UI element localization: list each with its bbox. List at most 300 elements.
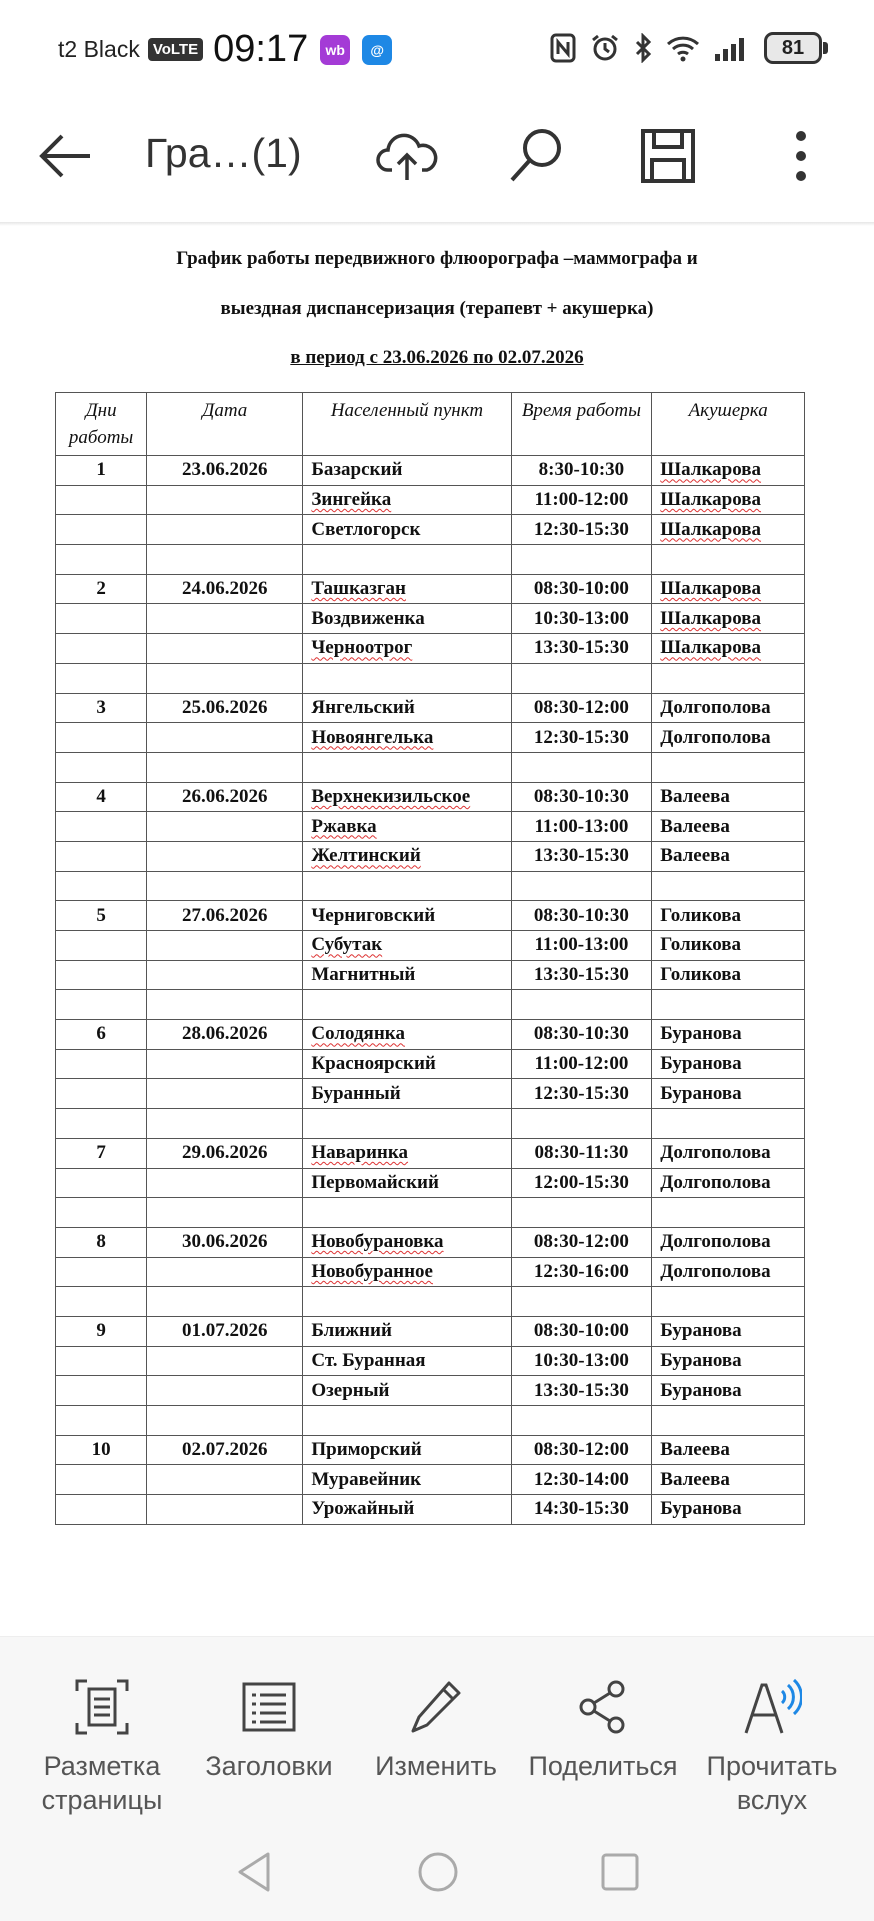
cell-place bbox=[303, 515, 511, 545]
midwife-text: Шалкарова bbox=[660, 459, 762, 481]
mail-icon: @ bbox=[362, 35, 392, 65]
cell-time bbox=[511, 723, 652, 753]
place-text: Новобуранное bbox=[311, 1260, 433, 1282]
cell-time bbox=[511, 1495, 652, 1525]
cell-date bbox=[147, 485, 303, 515]
cell-date bbox=[147, 901, 303, 931]
cell-place bbox=[303, 871, 511, 901]
schedule-period-wrap bbox=[0, 347, 874, 369]
cell-day bbox=[56, 990, 147, 1020]
table-row bbox=[56, 1109, 805, 1139]
place-text: Буранный bbox=[311, 1082, 401, 1104]
cell-date bbox=[147, 1495, 303, 1525]
cell-date bbox=[147, 752, 303, 782]
read-aloud-icon bbox=[742, 1677, 802, 1737]
cell-day bbox=[56, 1049, 147, 1079]
cell-date bbox=[147, 841, 303, 871]
cell-midwife bbox=[652, 545, 805, 575]
midwife-text: Голикова bbox=[660, 904, 742, 926]
cell-day bbox=[56, 1168, 147, 1198]
save-icon[interactable] bbox=[640, 126, 696, 186]
place-text: Субутак bbox=[311, 934, 383, 956]
midwife-text: Валеева bbox=[660, 1439, 730, 1461]
place-text: Янгельский bbox=[311, 696, 415, 718]
time-text: 12:30-14:00 bbox=[533, 1468, 629, 1490]
time-text: 08:30-10:30 bbox=[533, 1023, 629, 1045]
cell-time bbox=[511, 1406, 652, 1436]
cell-day bbox=[56, 634, 147, 664]
more-options-icon[interactable] bbox=[786, 126, 816, 186]
cell-midwife bbox=[652, 1109, 805, 1139]
table-row bbox=[56, 960, 805, 990]
cell-date bbox=[147, 960, 303, 990]
header-time: Время работы bbox=[511, 393, 652, 456]
cell-date bbox=[147, 812, 303, 842]
table-row bbox=[56, 604, 805, 634]
place-text: Новоянгелька bbox=[311, 726, 434, 748]
time-text: 12:30-15:30 bbox=[533, 1082, 629, 1104]
place-text: Ташказган bbox=[311, 578, 406, 600]
cell-time bbox=[511, 1168, 652, 1198]
day-text: 3 bbox=[96, 696, 106, 718]
cell-date bbox=[147, 931, 303, 961]
cell-date bbox=[147, 1079, 303, 1109]
wildberries-icon: wb bbox=[320, 35, 350, 65]
time-text: 08:30-10:00 bbox=[533, 578, 629, 600]
document-title[interactable]: Гра…(1) bbox=[145, 130, 302, 176]
cell-day bbox=[56, 782, 147, 812]
day-text: 6 bbox=[96, 1023, 106, 1045]
cloud-upload-icon[interactable] bbox=[376, 126, 438, 186]
date-text: 26.06.2026 bbox=[182, 785, 268, 807]
cell-time bbox=[511, 456, 652, 486]
date-text: 02.07.2026 bbox=[182, 1439, 268, 1461]
cell-date bbox=[147, 1406, 303, 1436]
date-text: 25.06.2026 bbox=[182, 696, 268, 718]
nav-home-icon[interactable] bbox=[416, 1850, 460, 1894]
cell-time bbox=[511, 485, 652, 515]
cell-place bbox=[303, 1346, 511, 1376]
cell-date bbox=[147, 574, 303, 604]
cell-day bbox=[56, 663, 147, 693]
place-text: Ржавка bbox=[311, 815, 377, 837]
time-text: 12:30-16:00 bbox=[533, 1260, 629, 1282]
table-row bbox=[56, 456, 805, 486]
header-midwife: Акушерка bbox=[652, 393, 805, 456]
time-text: 08:30-10:30 bbox=[533, 904, 629, 926]
table-row bbox=[56, 1198, 805, 1228]
cell-place bbox=[303, 1168, 511, 1198]
time-text: 10:30-13:00 bbox=[533, 607, 629, 629]
time-text: 08:30-12:00 bbox=[533, 1439, 629, 1461]
schedule-period: в период с 23.06.2026 по 02.07.2026 bbox=[290, 347, 584, 368]
place-text: Первомайский bbox=[311, 1171, 439, 1193]
cell-date bbox=[147, 782, 303, 812]
cell-midwife bbox=[652, 960, 805, 990]
midwife-text: Шалкарова bbox=[660, 489, 762, 511]
time-text: 12:30-15:30 bbox=[533, 726, 629, 748]
cell-day bbox=[56, 723, 147, 753]
table-row bbox=[56, 485, 805, 515]
cell-time bbox=[511, 634, 652, 664]
cell-time bbox=[511, 1287, 652, 1317]
table-row bbox=[56, 812, 805, 842]
cell-place bbox=[303, 931, 511, 961]
cell-midwife bbox=[652, 1168, 805, 1198]
midwife-text: Буранова bbox=[660, 1320, 742, 1342]
table-row bbox=[56, 545, 805, 575]
nfc-icon bbox=[550, 33, 576, 63]
header-place: Населенный пункт bbox=[303, 393, 511, 456]
header-date: Дата bbox=[147, 393, 303, 456]
cell-midwife bbox=[652, 574, 805, 604]
place-text: Верхнекизильское bbox=[311, 785, 471, 807]
table-row bbox=[56, 1049, 805, 1079]
cell-time bbox=[511, 663, 652, 693]
cell-midwife bbox=[652, 485, 805, 515]
cell-place bbox=[303, 901, 511, 931]
midwife-text: Шалкарова bbox=[660, 578, 762, 600]
table-row bbox=[56, 752, 805, 782]
cell-midwife bbox=[652, 1049, 805, 1079]
cell-day bbox=[56, 1465, 147, 1495]
date-text: 23.06.2026 bbox=[182, 459, 268, 481]
cell-place bbox=[303, 812, 511, 842]
table-row bbox=[56, 1316, 805, 1346]
cell-midwife bbox=[652, 812, 805, 842]
cell-time bbox=[511, 1257, 652, 1287]
midwife-text: Голикова bbox=[660, 934, 742, 956]
place-text: Магнитный bbox=[311, 964, 416, 986]
cell-midwife bbox=[652, 752, 805, 782]
cell-time bbox=[511, 812, 652, 842]
place-text: Муравейник bbox=[311, 1468, 422, 1490]
cell-time bbox=[511, 515, 652, 545]
time-text: 13:30-15:30 bbox=[533, 1379, 629, 1401]
cell-date bbox=[147, 634, 303, 664]
cell-midwife bbox=[652, 604, 805, 634]
cell-date bbox=[147, 515, 303, 545]
date-text: 30.06.2026 bbox=[182, 1231, 268, 1253]
cell-day bbox=[56, 485, 147, 515]
time-text: 08:30-10:00 bbox=[533, 1320, 629, 1342]
pencil-icon bbox=[409, 1679, 463, 1735]
cell-date bbox=[147, 990, 303, 1020]
table-body bbox=[56, 456, 805, 1525]
table-row bbox=[56, 723, 805, 753]
cell-place bbox=[303, 1257, 511, 1287]
wifi-icon bbox=[666, 34, 700, 62]
share-button[interactable] bbox=[518, 1677, 688, 1783]
cell-time bbox=[511, 1079, 652, 1109]
toolbar-divider bbox=[0, 222, 874, 226]
cell-midwife bbox=[652, 1346, 805, 1376]
table-row bbox=[56, 1406, 805, 1436]
schedule-title-line1: График работы передвижного флюорографа –маммографа и bbox=[176, 248, 698, 269]
cell-date bbox=[147, 871, 303, 901]
place-text: Новобурановка bbox=[311, 1231, 444, 1253]
page-layout-button[interactable] bbox=[17, 1677, 187, 1817]
cell-day bbox=[56, 1346, 147, 1376]
table-row bbox=[56, 1138, 805, 1168]
cell-midwife bbox=[652, 901, 805, 931]
place-text: Воздвиженка bbox=[311, 607, 425, 629]
date-text: 01.07.2026 bbox=[182, 1320, 268, 1342]
time-text: 08:30-11:30 bbox=[534, 1142, 629, 1164]
table-row bbox=[56, 693, 805, 723]
cell-date bbox=[147, 1376, 303, 1406]
cell-day bbox=[56, 1198, 147, 1228]
table-row bbox=[56, 931, 805, 961]
cell-date bbox=[147, 663, 303, 693]
cell-day bbox=[56, 1287, 147, 1317]
day-text: 1 bbox=[96, 459, 106, 481]
read-aloud-label: Прочитать вслух bbox=[706, 1751, 838, 1815]
battery-indicator: 81 bbox=[764, 32, 822, 64]
place-text: Урожайный bbox=[311, 1498, 415, 1520]
nav-recents-icon[interactable] bbox=[600, 1852, 640, 1892]
cell-midwife bbox=[652, 723, 805, 753]
cell-place bbox=[303, 456, 511, 486]
cell-place bbox=[303, 545, 511, 575]
carrier-name: t2 Black bbox=[58, 36, 140, 62]
midwife-text: Долгополова bbox=[660, 1142, 771, 1164]
table-row bbox=[56, 1287, 805, 1317]
cell-day bbox=[56, 901, 147, 931]
table-row bbox=[56, 515, 805, 545]
time-text: 11:00-12:00 bbox=[534, 1053, 629, 1075]
day-text: 8 bbox=[96, 1231, 106, 1253]
cell-place bbox=[303, 663, 511, 693]
nav-back-icon[interactable] bbox=[234, 1850, 274, 1894]
cell-time bbox=[511, 1020, 652, 1050]
place-text: Наваринка bbox=[311, 1142, 409, 1164]
edit-button[interactable] bbox=[351, 1677, 521, 1783]
cell-midwife bbox=[652, 693, 805, 723]
midwife-text: Буранова bbox=[660, 1498, 742, 1520]
header-days: Дни работы bbox=[56, 393, 147, 456]
cell-time bbox=[511, 960, 652, 990]
schedule-title-line2: выездная диспансеризация (терапевт + акушерка) bbox=[220, 298, 654, 319]
cell-place bbox=[303, 485, 511, 515]
place-text: Желтинский bbox=[311, 845, 421, 867]
cell-midwife bbox=[652, 1198, 805, 1228]
table-row bbox=[56, 663, 805, 693]
cell-date bbox=[147, 693, 303, 723]
search-icon[interactable] bbox=[506, 126, 566, 186]
cell-time bbox=[511, 871, 652, 901]
place-text: Черноотрог bbox=[311, 637, 413, 659]
cell-date bbox=[147, 1020, 303, 1050]
cell-time bbox=[511, 1109, 652, 1139]
cell-date bbox=[147, 456, 303, 486]
time-text: 13:30-15:30 bbox=[533, 845, 629, 867]
cell-place bbox=[303, 752, 511, 782]
cell-time bbox=[511, 1198, 652, 1228]
table-row bbox=[56, 1079, 805, 1109]
cell-day bbox=[56, 1227, 147, 1257]
share-icon bbox=[576, 1679, 630, 1735]
table-row bbox=[56, 901, 805, 931]
cell-date bbox=[147, 723, 303, 753]
place-text: Базарский bbox=[311, 459, 403, 481]
cell-day bbox=[56, 545, 147, 575]
cell-date bbox=[147, 1465, 303, 1495]
cell-midwife bbox=[652, 1376, 805, 1406]
cell-time bbox=[511, 1049, 652, 1079]
midwife-text: Валеева bbox=[660, 815, 730, 837]
cell-place bbox=[303, 1138, 511, 1168]
place-text: Зингейка bbox=[311, 489, 392, 511]
cell-day bbox=[56, 752, 147, 782]
table-row bbox=[56, 1346, 805, 1376]
cell-place bbox=[303, 1406, 511, 1436]
cell-time bbox=[511, 1465, 652, 1495]
day-text: 2 bbox=[96, 578, 106, 600]
cell-place bbox=[303, 1079, 511, 1109]
table-row bbox=[56, 1465, 805, 1495]
cell-time bbox=[511, 604, 652, 634]
cell-day bbox=[56, 515, 147, 545]
cell-time bbox=[511, 782, 652, 812]
day-text: 5 bbox=[96, 904, 106, 926]
table-row bbox=[56, 634, 805, 664]
read-aloud-button[interactable] bbox=[687, 1677, 857, 1817]
day-text: 4 bbox=[96, 785, 106, 807]
cell-place bbox=[303, 990, 511, 1020]
headings-label: Заголовки bbox=[205, 1751, 333, 1781]
cell-midwife bbox=[652, 871, 805, 901]
cell-date bbox=[147, 1109, 303, 1139]
midwife-text: Шалкарова bbox=[660, 518, 762, 540]
cell-time bbox=[511, 693, 652, 723]
cell-midwife bbox=[652, 1257, 805, 1287]
midwife-text: Долгополова bbox=[660, 696, 771, 718]
place-text: Красноярский bbox=[311, 1053, 436, 1075]
headings-button[interactable] bbox=[184, 1677, 354, 1783]
back-arrow-icon[interactable] bbox=[36, 126, 96, 186]
table-row bbox=[56, 782, 805, 812]
cell-time bbox=[511, 1376, 652, 1406]
cell-midwife bbox=[652, 990, 805, 1020]
system-nav-bar bbox=[0, 1820, 874, 1920]
cell-day bbox=[56, 931, 147, 961]
cell-day bbox=[56, 960, 147, 990]
midwife-text: Буранова bbox=[660, 1023, 742, 1045]
cell-day bbox=[56, 1406, 147, 1436]
place-text: Черниговский bbox=[311, 904, 436, 926]
cell-day bbox=[56, 1435, 147, 1465]
table-row bbox=[56, 1168, 805, 1198]
share-label: Поделиться bbox=[528, 1751, 678, 1781]
place-text: Светлогорск bbox=[311, 518, 421, 540]
cell-day bbox=[56, 1138, 147, 1168]
cell-place bbox=[303, 604, 511, 634]
cell-place bbox=[303, 1435, 511, 1465]
time-text: 11:00-13:00 bbox=[534, 815, 629, 837]
cell-date bbox=[147, 1287, 303, 1317]
cell-midwife bbox=[652, 1020, 805, 1050]
status-bar bbox=[0, 0, 874, 100]
midwife-text: Шалкарова bbox=[660, 637, 762, 659]
cell-time bbox=[511, 1316, 652, 1346]
day-text: 10 bbox=[91, 1439, 111, 1461]
cell-place bbox=[303, 1495, 511, 1525]
cell-time bbox=[511, 901, 652, 931]
cell-date bbox=[147, 1049, 303, 1079]
date-text: 29.06.2026 bbox=[182, 1142, 268, 1164]
cell-place bbox=[303, 1287, 511, 1317]
table-row bbox=[56, 1435, 805, 1465]
cell-time bbox=[511, 1346, 652, 1376]
time-text: 08:30-10:30 bbox=[533, 785, 629, 807]
time-text: 13:30-15:30 bbox=[533, 637, 629, 659]
date-text: 28.06.2026 bbox=[182, 1023, 268, 1045]
place-text: Ближний bbox=[311, 1320, 392, 1342]
midwife-text: Буранова bbox=[660, 1053, 742, 1075]
cell-date bbox=[147, 1435, 303, 1465]
midwife-text: Шалкарова bbox=[660, 607, 762, 629]
cell-midwife bbox=[652, 841, 805, 871]
cell-place bbox=[303, 1049, 511, 1079]
date-text: 24.06.2026 bbox=[182, 578, 268, 600]
cell-date bbox=[147, 1227, 303, 1257]
page-layout-icon bbox=[75, 1679, 129, 1735]
cell-day bbox=[56, 693, 147, 723]
headings-icon bbox=[242, 1682, 296, 1732]
schedule-table bbox=[55, 392, 805, 1525]
place-text: Ст. Буранная bbox=[311, 1349, 426, 1371]
day-text: 9 bbox=[96, 1320, 106, 1342]
table-row bbox=[56, 1020, 805, 1050]
time-text: 08:30-12:00 bbox=[533, 1231, 629, 1253]
midwife-text: Буранова bbox=[660, 1082, 742, 1104]
table-header-row bbox=[56, 393, 805, 456]
cell-place bbox=[303, 1316, 511, 1346]
midwife-text: Долгополова bbox=[660, 1260, 771, 1282]
cell-day bbox=[56, 871, 147, 901]
cell-midwife bbox=[652, 782, 805, 812]
cell-day bbox=[56, 1495, 147, 1525]
cell-day bbox=[56, 1376, 147, 1406]
cell-place bbox=[303, 1465, 511, 1495]
cell-date bbox=[147, 1346, 303, 1376]
table-row bbox=[56, 1376, 805, 1406]
table-row bbox=[56, 1495, 805, 1525]
midwife-text: Валеева bbox=[660, 845, 730, 867]
day-text: 7 bbox=[96, 1142, 106, 1164]
signal-icon bbox=[714, 34, 750, 62]
cell-date bbox=[147, 1138, 303, 1168]
cell-place bbox=[303, 782, 511, 812]
cell-midwife bbox=[652, 663, 805, 693]
cell-time bbox=[511, 841, 652, 871]
cell-place bbox=[303, 960, 511, 990]
place-text: Озерный bbox=[311, 1379, 390, 1401]
cell-midwife bbox=[652, 1495, 805, 1525]
cell-place bbox=[303, 634, 511, 664]
cell-time bbox=[511, 1138, 652, 1168]
cell-date bbox=[147, 1198, 303, 1228]
cell-place bbox=[303, 1376, 511, 1406]
edit-label: Изменить bbox=[375, 1751, 497, 1781]
table-row bbox=[56, 1257, 805, 1287]
cell-midwife bbox=[652, 931, 805, 961]
cell-day bbox=[56, 574, 147, 604]
cell-day bbox=[56, 841, 147, 871]
cell-time bbox=[511, 990, 652, 1020]
table-row bbox=[56, 574, 805, 604]
